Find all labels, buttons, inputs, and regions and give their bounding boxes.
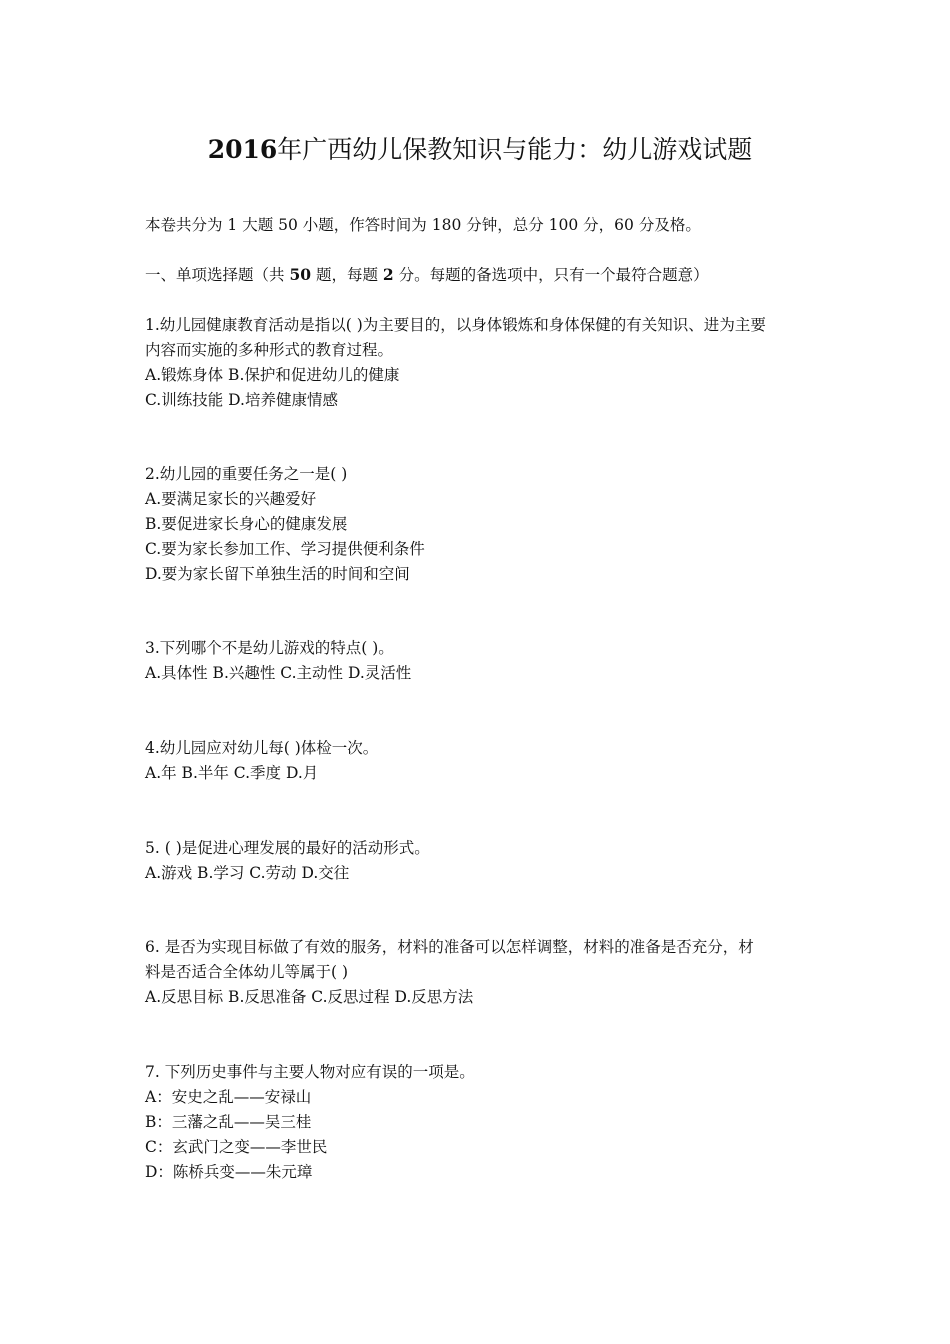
question-6-stem-cont: 料是否适合全体幼儿等属于( ) (145, 963, 349, 981)
title-year: 2016 (207, 135, 278, 164)
section-text-3: 分。每题的备选项中，只有一个最符合题意） (393, 266, 709, 284)
question-3-stem: 3.下列哪个不是幼儿游戏的特点( )。 (145, 639, 394, 657)
page-title (145, 132, 815, 168)
section-question-score: 2 (382, 265, 394, 284)
question-1 (145, 313, 815, 413)
section-heading (145, 262, 709, 288)
question-6 (145, 935, 815, 1010)
question-7-stem: 7. 下列历史事件与主要人物对应有误的一项是。 (145, 1063, 475, 1081)
question-4-stem: 4.幼儿园应对幼儿每( )体检一次。 (145, 739, 379, 757)
section-text-1: 一、单项选择题（共 (145, 266, 290, 284)
section-text-2: 题，每题 (311, 266, 383, 284)
title-text: 年广西幼儿保教知识与能力：幼儿游戏试题 (277, 135, 753, 164)
section-question-count: 50 (289, 265, 312, 284)
question-2-option-c: C.要为家长参加工作、学习提供便利条件 (145, 540, 425, 558)
question-7-option-c: C：玄武门之变——李世民 (145, 1138, 328, 1156)
question-6-options: A.反思目标 B.反思准备 C.反思过程 D.反思方法 (145, 988, 474, 1006)
question-1-options-cd: C.训练技能 D.培养健康情感 (145, 391, 338, 409)
question-2-option-a: A.要满足家长的兴趣爱好 (145, 490, 317, 508)
question-7-option-b: B：三藩之乱——吴三桂 (145, 1113, 312, 1131)
question-7 (145, 1060, 815, 1185)
question-6-stem: 6. 是否为实现目标做了有效的服务，材料的准备可以怎样调整，材料的准备是否充分，材 (145, 938, 754, 956)
question-2 (145, 462, 815, 587)
question-1-options-ab: A.锻炼身体 B.保护和促进幼儿的健康 (145, 366, 400, 384)
question-1-stem: 1.幼儿园健康教育活动是指以( )为主要目的，以身体锻炼和身体保健的有关知识、进为主要 (145, 316, 766, 334)
question-2-option-d: D.要为家长留下单独生活的时间和空间 (145, 565, 410, 583)
question-3-options: A.具体性 B.兴趣性 C.主动性 D.灵活性 (145, 664, 412, 682)
question-5-options: A.游戏 B.学习 C.劳动 D.交往 (145, 864, 350, 882)
question-7-option-d: D：陈桥兵变——朱元璋 (145, 1163, 313, 1181)
question-2-option-b: B.要促进家长身心的健康发展 (145, 515, 348, 533)
question-3 (145, 636, 815, 686)
question-5-stem: 5. ( )是促进心理发展的最好的活动形式。 (145, 839, 430, 857)
question-7-option-a: A：安史之乱——安禄山 (145, 1088, 312, 1106)
question-5 (145, 836, 815, 886)
exam-intro: 本卷共分为 1 大题 50 小题，作答时间为 180 分钟，总分 100 分，60 分及格。 (145, 216, 701, 234)
question-4-options: A.年 B.半年 C.季度 D.月 (145, 764, 319, 782)
question-2-stem: 2.幼儿园的重要任务之一是( ) (145, 465, 348, 483)
question-1-stem-cont: 内容而实施的多种形式的教育过程。 (145, 341, 394, 359)
question-4 (145, 736, 815, 786)
